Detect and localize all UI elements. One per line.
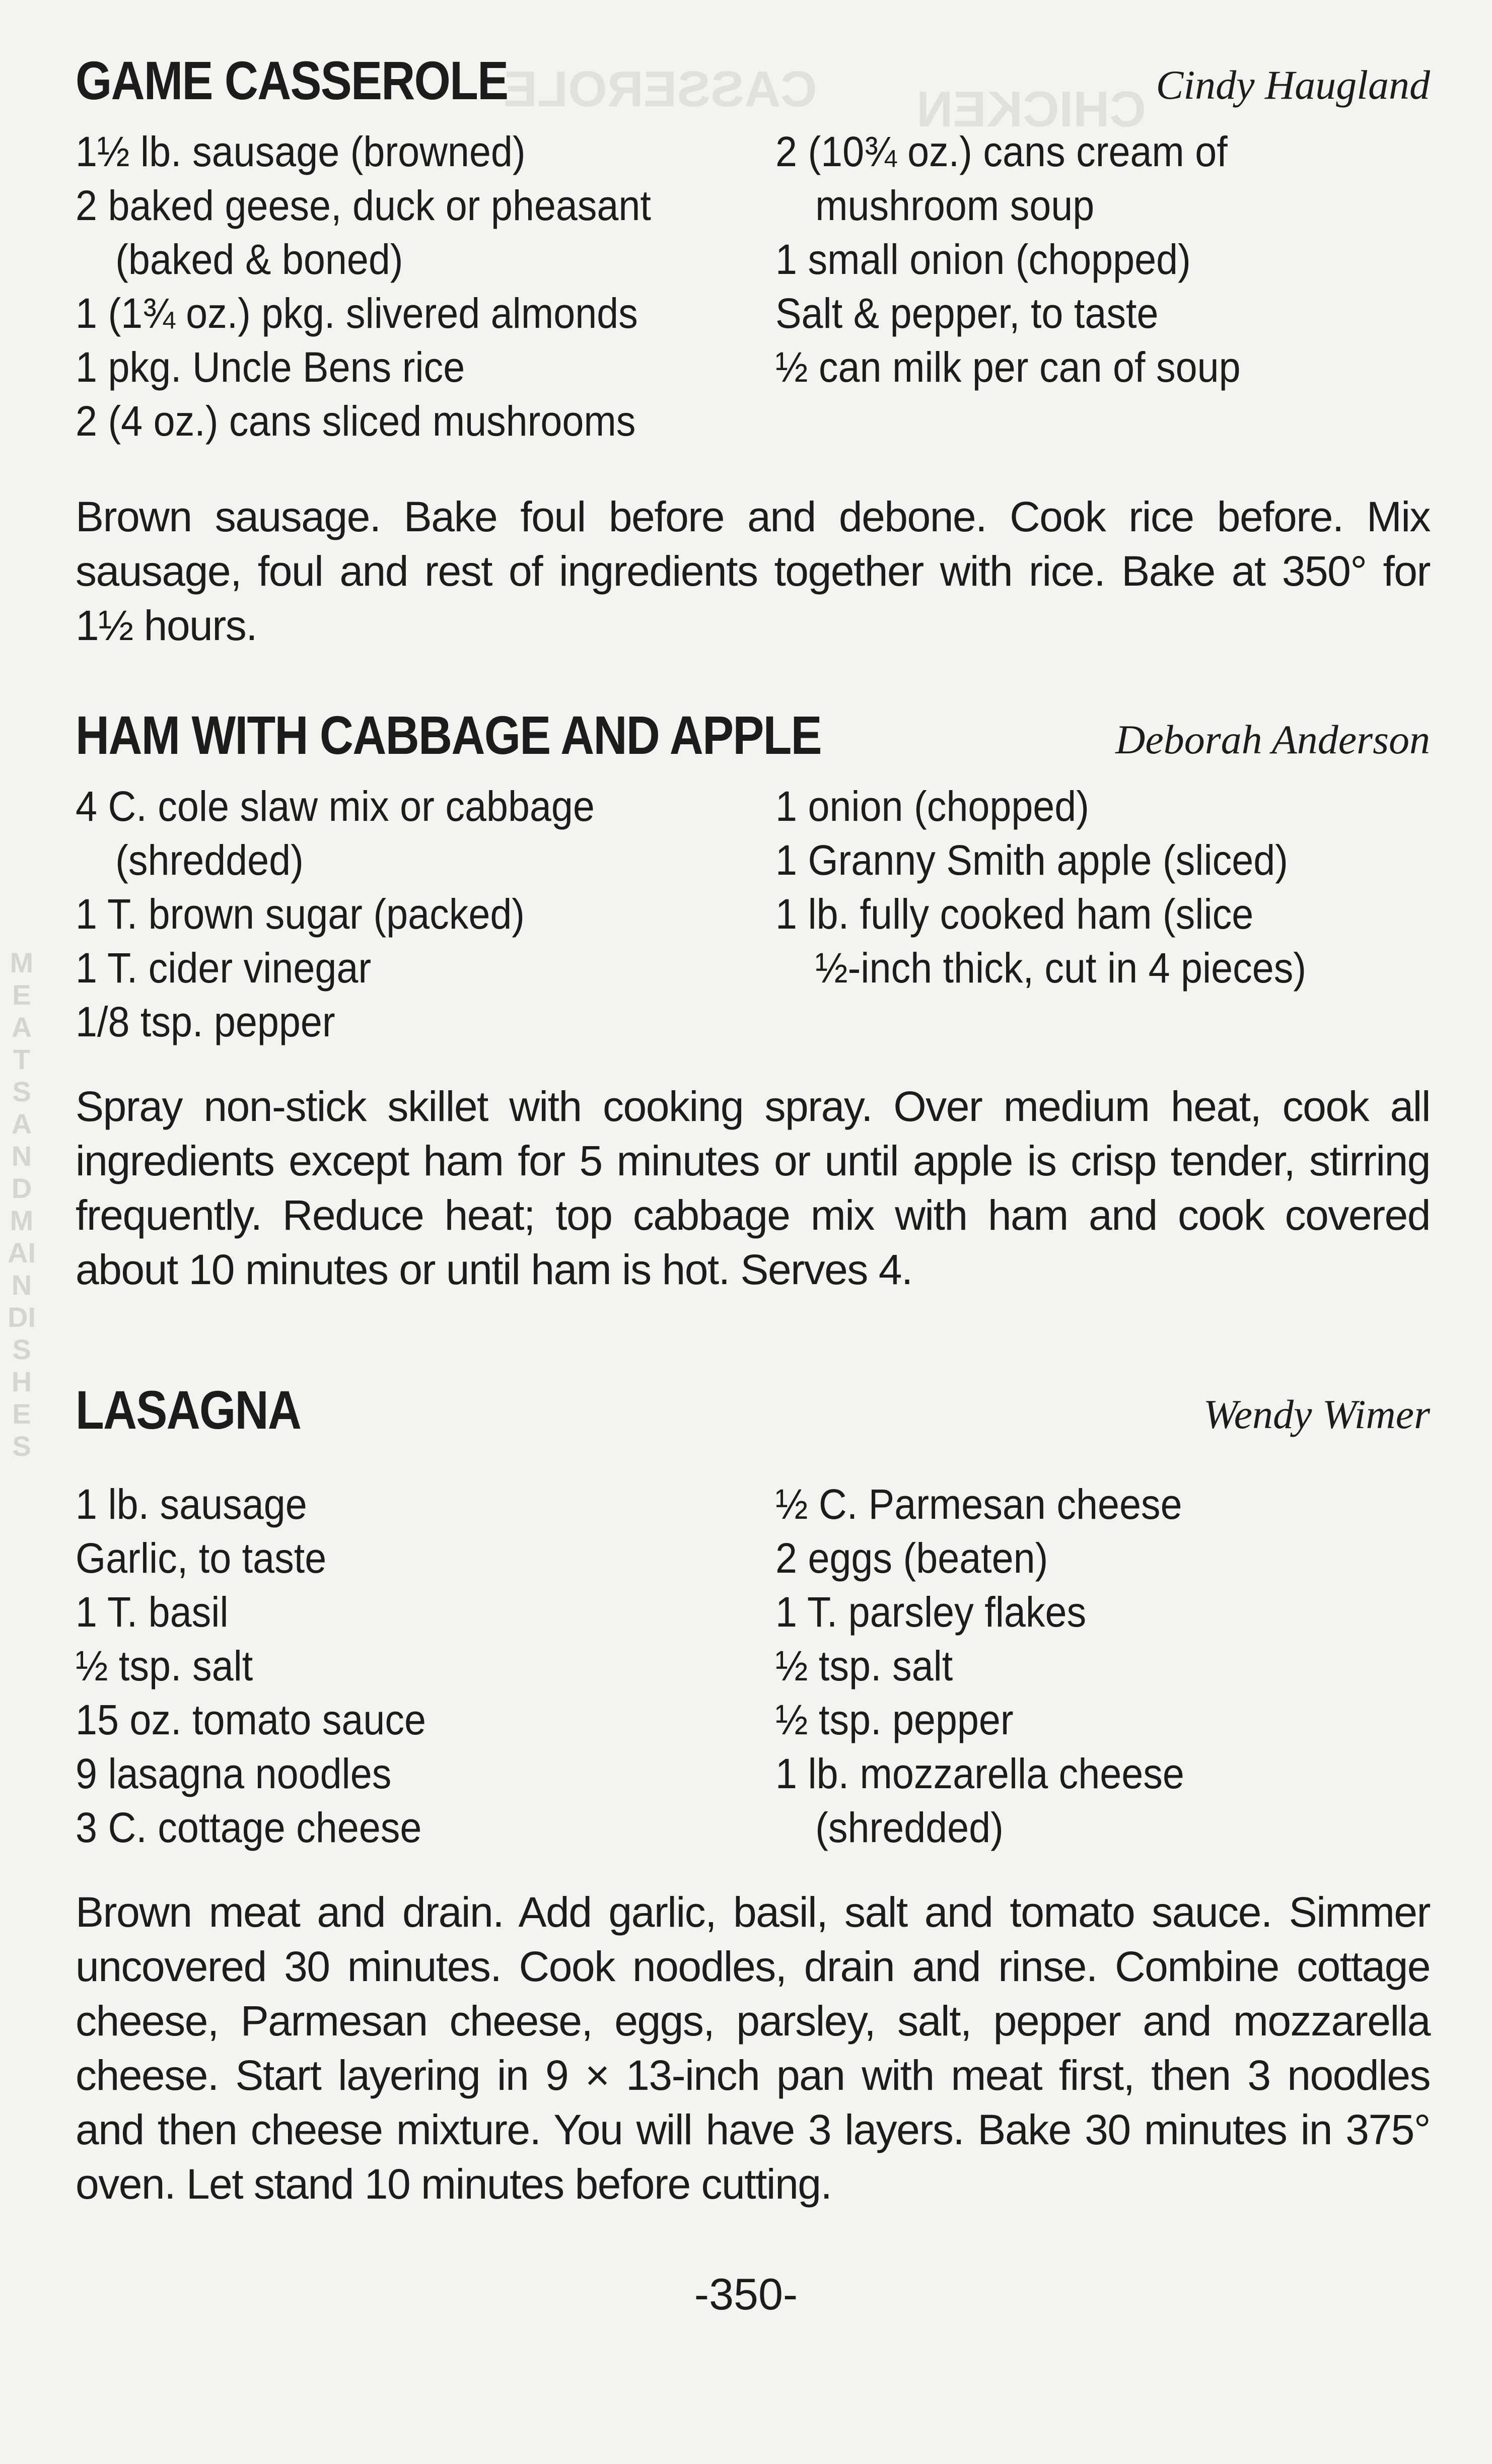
ingredient-line: 1/8 tsp. pepper [76, 998, 335, 1045]
ingredient-line: 9 lasagna noodles [76, 1750, 392, 1797]
ingredient-column-right [775, 1477, 1430, 1855]
ingredient-line: 1 (1¾ oz.) pkg. slivered almonds [76, 290, 638, 337]
ingredient-line: 1 T. basil [76, 1588, 229, 1636]
recipe-author: Wendy Wimer [1203, 1391, 1430, 1437]
ingredient-column-right [775, 125, 1430, 448]
ingredient-column-left [76, 1477, 775, 1855]
ingredient-column-left [76, 125, 775, 448]
ingredient-line: 1½ lb. sausage (browned) [76, 128, 526, 175]
recipe-ham-cabbage-apple [76, 705, 1430, 1339]
ingredient-line: 15 oz. tomato sauce [76, 1696, 426, 1743]
ingredient-line: 1 T. brown sugar (packed) [76, 890, 525, 938]
recipe-header [76, 705, 1430, 770]
ingredient-column-right [775, 780, 1430, 1049]
ingredient-list [76, 125, 1430, 448]
ingredient-line: 2 baked geese, duck or pheasant [76, 182, 651, 229]
recipe-directions: Spray non-stick skillet with cooking spray. Over medium heat, cook all ingredients except ham for 5 minutes or until apple is crisp tender, stirring frequently. Reduce heat; top cabbage mix with ham and cook covered about 10 minutes or until ham is hot. Serves 4. [76, 1083, 1430, 1293]
ingredient-line: 4 C. cole slaw mix or cabbage [76, 783, 595, 830]
recipe-title: LASAGNA [76, 1379, 301, 1440]
ingredient-line: (shredded) [115, 836, 304, 884]
ingredient-line: 1 pkg. Uncle Bens rice [76, 343, 465, 391]
ingredient-line: 2 (4 oz.) cans sliced mushrooms [76, 397, 636, 445]
ingredient-line: Garlic, to taste [76, 1534, 327, 1582]
ingredient-line: ½ tsp. pepper [775, 1696, 1014, 1743]
ingredient-line: 3 C. cottage cheese [76, 1804, 422, 1851]
page-number: -350- [694, 2269, 798, 2319]
ingredient-line: 1 T. cider vinegar [76, 944, 372, 992]
ingredient-list [76, 1477, 1430, 1855]
recipe-directions: Brown sausage. Bake foul before and debone. Cook rice before. Mix sausage, foul and rest of ingredients together with rice. Bake at 350° for 1½ hours. [76, 493, 1430, 649]
ingredient-line: (shredded) [815, 1804, 1004, 1851]
ingredient-line: ½ can milk per can of soup [775, 343, 1241, 391]
bleed-through-text-2: CHICKEN [916, 81, 1146, 137]
recipe-lasagna [76, 1380, 1430, 2254]
ingredient-line: (baked & boned) [115, 236, 403, 283]
ingredient-line: mushroom soup [815, 182, 1095, 229]
ingredient-line: 1 Granny Smith apple (sliced) [775, 836, 1288, 884]
side-tab-label: MEATS AND MAIN DISHES [8, 947, 36, 1462]
recipe-title: HAM WITH CABBAGE AND APPLE [76, 705, 821, 765]
recipe-author: Deborah Anderson [1115, 717, 1430, 762]
ingredient-line: 2 (10¾ oz.) cans cream of [775, 128, 1228, 175]
ingredient-line: ½ C. Parmesan cheese [775, 1481, 1182, 1528]
recipe-game-casserole [76, 50, 1430, 695]
recipe-header [76, 1380, 1430, 1445]
ingredient-line: 1 onion (chopped) [775, 783, 1089, 830]
ingredient-list [76, 780, 1430, 1049]
ingredient-line: 1 lb. fully cooked ham (slice [775, 890, 1254, 938]
ingredient-column-left [76, 780, 775, 1049]
ingredient-line: ½-inch thick, cut in 4 pieces) [815, 944, 1307, 992]
ingredient-line: Salt & pepper, to taste [775, 290, 1159, 337]
recipe-directions: Brown meat and drain. Add garlic, basil, salt and tomato sauce. Simmer uncovered 30 minutes. Cook noodles, drain and rinse. Combine cottage cheese, Parmesan cheese, eggs, parsley, salt, pepper and mozzarella cheese. Start layering in 9 × 13-inch pan with meat first, then 3 noodles and then cheese mixture. You will have 3 layers. Bake 30 minutes in 375° oven. Let stand 10 minutes before cutting. [76, 1888, 1430, 2208]
ingredient-line: 1 T. parsley flakes [775, 1588, 1087, 1636]
ingredient-line: 1 lb. mozzarella cheese [775, 1750, 1184, 1797]
ingredient-line: ½ tsp. salt [76, 1642, 253, 1689]
ingredient-line: 1 lb. sausage [76, 1481, 307, 1528]
recipe-title: GAME CASSEROLE [76, 50, 508, 111]
ingredient-line: ½ tsp. salt [775, 1642, 953, 1689]
ingredient-line: 2 eggs (beaten) [775, 1534, 1048, 1582]
recipe-header [76, 50, 1430, 116]
ingredient-line: 1 small onion (chopped) [775, 236, 1191, 283]
bleed-through-text-1: CASSEROLE [504, 61, 817, 117]
recipe-author: Cindy Haugland [1156, 62, 1430, 108]
